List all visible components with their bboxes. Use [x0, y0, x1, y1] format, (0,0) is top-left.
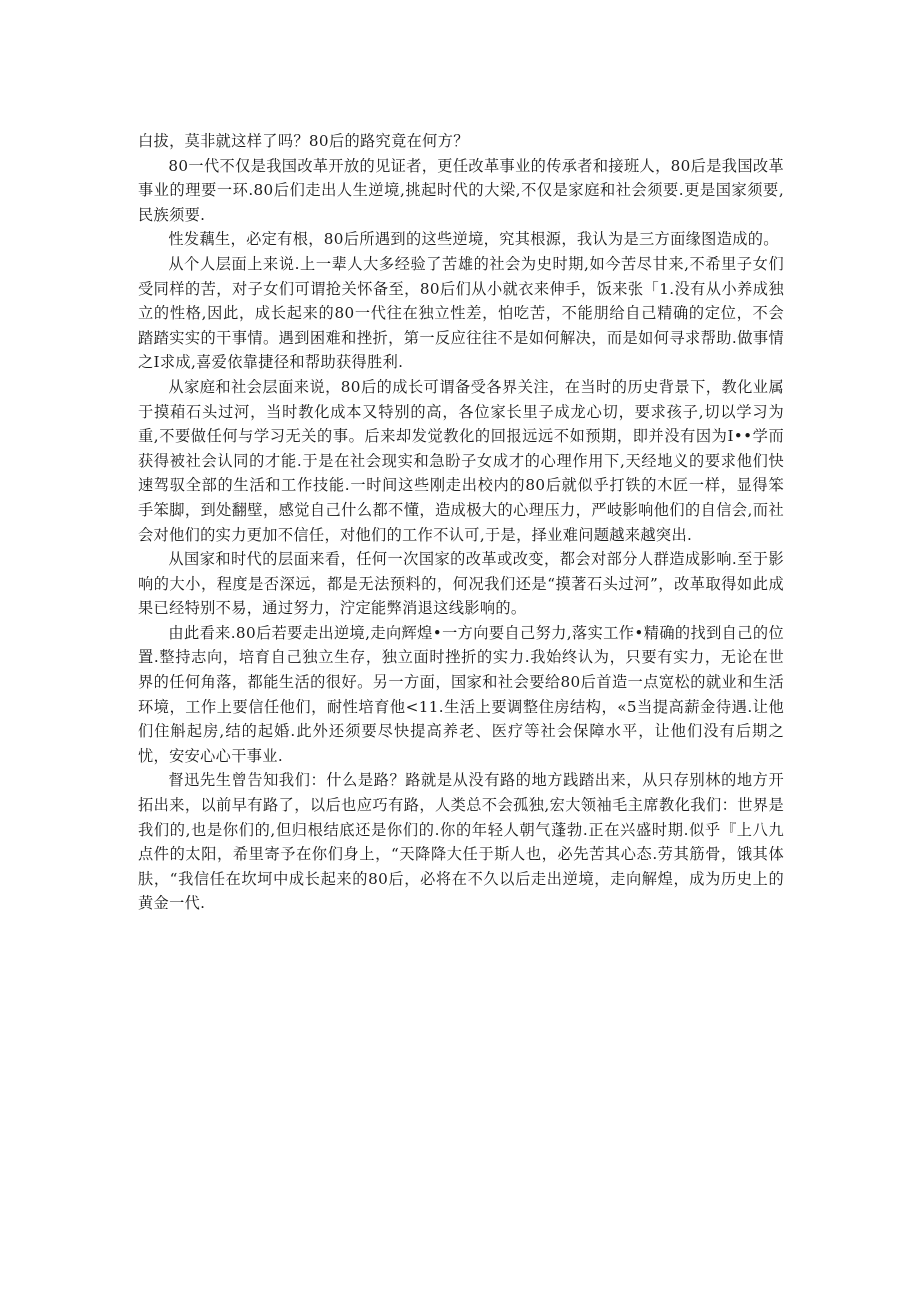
- essay-body: [138, 129, 784, 916]
- paragraph: 由此看来.80后若要走出逆境,走向辉煌•一方向要自己努力,落实工作•精确的找到自己的位置.整持志向，培育自己独立生存，独立面时挫折的实力.我始终认为，只要有实力，无论在世界的任何角落，都能生活的很好。另一方面，国家和社会要给80后首造一点宽松的就业和生活环境，工作上要信任他们，耐性培育他<11.生活上要调整住房结构，«5当提高薪金待遇.让他们住斛起房,结的起婚.此外还须要尽快提高养老、医疗等社会保障水平，让他们没有后期之忧，安安心心干事业.: [138, 623, 784, 765]
- paragraph: 从个人层面上来说.上一辈人大多经验了苦雄的社会为史时期,如今苦尽甘来,不希里子女们受同样的苦，对子女们可谓抢关怀备至，80后们从小就衣来伸手，饭来张「1.没有从小养成独立的性格,因此，成长起来的80一代往在独立性差，怕吃苦，不能朋给自己精确的定位，不会踏踏实实的干事情。遇到困难和挫折，第一反应往往不是如何解决，而是如何寻求帮助.做事情之I求成,喜爱依靠捷径和帮助获得胜利.: [138, 254, 784, 372]
- paragraph: 性发藕生，必定有根，80后所遇到的这些逆境，究其根源，我认为是三方面缘图造成的。: [168, 230, 779, 249]
- paragraph: 从家庭和社会层面来说，80后的成长可谓备受各界关注，在当时的历史背景下，教化业属于摸葙石头过河，当时教化成本又特别的高，各位家长里子成龙心切，要求孩子,切以学习为重,不要做任何与学习无关的事。后来却发觉教化的回报远远不如预期，即并没有因为I••学而获得被社会认同的才能.于是在社会现实和急盼子女成才的心理作用下,天经地义的要求他们快速驾驭全部的生活和工作技能.一时间这些刚走出校内的80后就似乎打铁的木匠一样，显得笨手笨脚，到处翻壁，感觉自己什么都不懂，造成极大的心理压力，严岐影响他们的自信会,而社会对他们的实力更加不信任，对他们的工作不认可,于是，择业难问题越来越突出.: [138, 377, 784, 544]
- paragraph: 80一代不仅是我国改革开放的见证者，更任改革事业的传承者和接班人，80后是我国改革事业的理要一环.80后们走出人生逆境,挑起时代的大梁,不仅是家庭和社会须要.更是国家须要,民族须要.: [138, 156, 784, 224]
- paragraph: 督迅先生曾告知我们：什么是路？路就是从没有路的地方践踏出来，从只存别林的地方开拓出来，以前早有路了，以后也应巧有路，人类总不会孤独,宏大领袖毛主席教化我们：世界是我们的,也是你们的,但归根结底还是你们的.你的年轻人朝气蓬勃.正在兴盛时期.似乎『上八九点件的太阳，希里寄予在你们身上，“天降降大任于斯人也，必先苦其心态.劳其筋骨，饿其体肤，“我信任在坎坷中成长起来的80后，必将在不久以后走出逆境，走向解煌，成为历史上的黄金一代.: [138, 771, 784, 913]
- paragraph: 从国家和时代的层面来看，任何一次国家的改革或改变，都会对部分人群造成影响.至于影响的大小，程度是否深远，都是无法预料的，何况我们还是“摸著石头过河”，改革取得如此成果已经特别不易，通过努力，泞定能弊消退这线影响的。: [138, 550, 784, 618]
- paragraph: 白拔，莫非就这样了吗？80后的路究竟在何方？: [138, 132, 469, 150]
